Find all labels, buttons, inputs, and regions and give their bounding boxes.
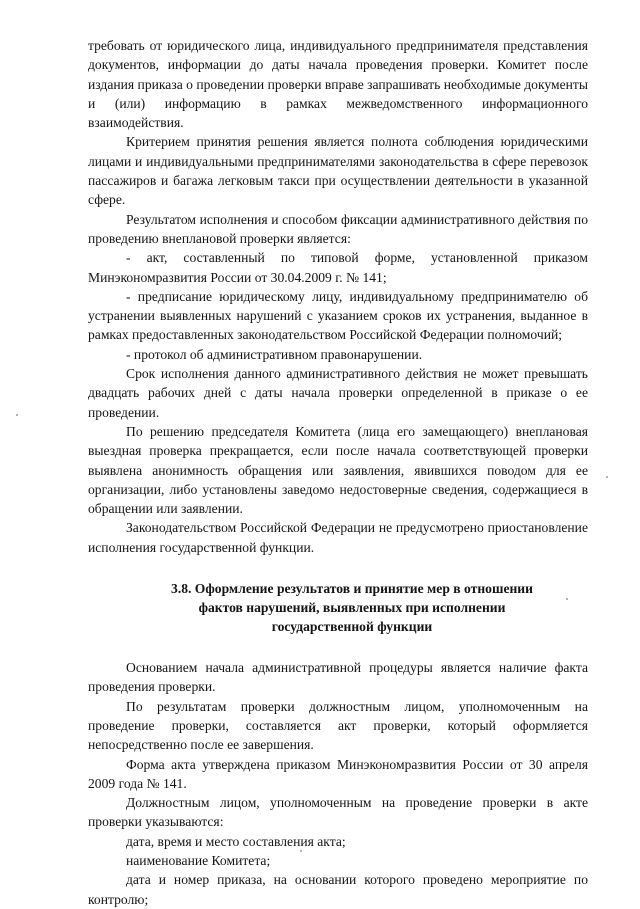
paragraph: Срок исполнения данного административного действия не может превышать двадцать рабочих дней с даты начала проверки определенной в приказе о ее проведении. (88, 366, 588, 420)
paragraph: Результатом исполнения и способом фиксации административного действия по проведению внеплановой проверки является: (88, 211, 588, 246)
paragraph: Форма акта утверждена приказом Минэкономразвития России от 30 апреля 2009 года № 141. (88, 756, 588, 791)
paragraph: Основанием начала административной процедуры является наличие факта проведения проверки. (88, 660, 588, 695)
list-item: - предписание юридическому лицу, индивидуальному предпринимателю об устранении выявленных нарушений с указанием сроков их устранения, выданное в рамках предоставленных законодательством Российской Федерации полномочий; (88, 288, 588, 343)
list-item: дата, время и место составления акта; (126, 833, 346, 849)
scan-speck (606, 476, 608, 478)
scan-speck (566, 598, 568, 600)
paragraph: Критерием принятия решения является полнота соблюдения юридическими лицами и индивидуальными предпринимателями законодательства в сфере перевозок пассажиров и багажа легковым такси при осуществлении деятельности в указанной сфере. (88, 134, 588, 208)
list-item: - акт, составленный по типовой форме, установленной приказом Минэкономразвития России от 30.04.2009 г. № 141; (88, 250, 588, 285)
document-body (88, 36, 588, 909)
list-item: - протокол об административном правонарушении. (126, 346, 423, 362)
paragraph: требовать от юридического лица, индивидуального предпринимателя представления документов, информации до даты начала проведения проверки. Комитет после издания приказа о проведении проверки вправе запрашивать необходимые документы и (или) информацию в рамках межведомственного информационного взаимодействия. (88, 38, 588, 131)
section-heading-line: государственной функции (271, 619, 433, 635)
section-heading-line: фактов нарушений, выявленных при исполнении (198, 600, 506, 616)
scan-speck (16, 414, 18, 416)
paragraph: По результатам проверки должностным лицом, уполномоченным на проведение проверки, составляется акт проверки, который оформляется непосредственно после ее завершения. (88, 698, 588, 753)
list-item: наименование Комитета; (126, 852, 271, 868)
section-heading-line: 3.8. Оформление результатов и принятие мер в отношении (171, 581, 533, 597)
paragraph: По решению председателя Комитета (лица его замещающего) внеплановая выездная проверка прекращается, если после начала соответствующей проверки выявлена анонимность обращения или заявления, явившихся поводом для ее организации, либо установлены заведомо недостоверные сведения, содержащиеся в обращении или заявлении. (88, 423, 588, 517)
section-heading (88, 579, 588, 636)
paragraph: Должностным лицом, уполномоченным на проведение проверки в акте проверки указываются: (88, 795, 588, 830)
paragraph: Законодательством Российской Федерации не предусмотрено приостановление исполнения государственной функции. (88, 520, 588, 555)
scan-speck (300, 850, 302, 852)
list-item: дата и номер приказа, на основании которого проведено мероприятие по контролю; (88, 872, 588, 907)
